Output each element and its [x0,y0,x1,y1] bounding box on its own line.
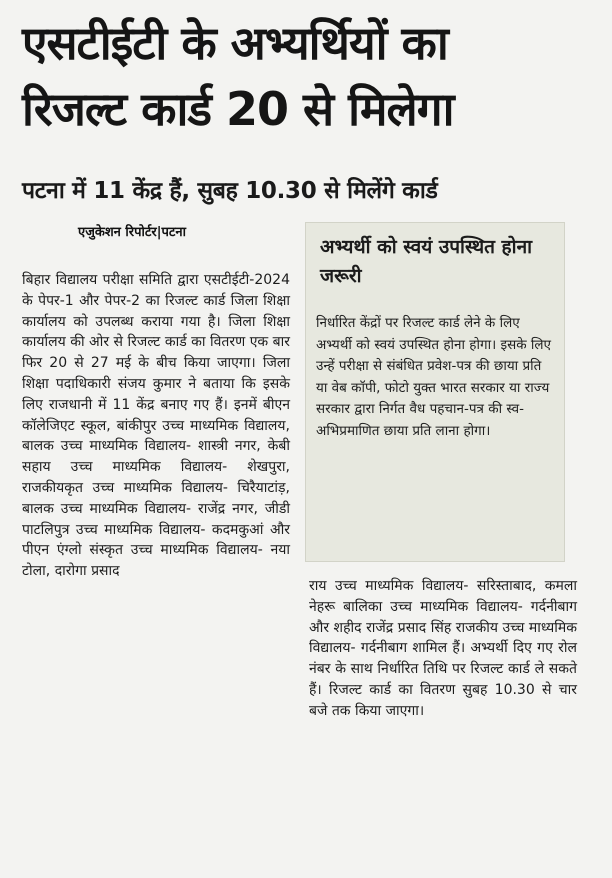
headline-line-2: रिजल्ट कार्ड 20 से मिलेगा [22,82,454,136]
article-column-2: राय उच्च माध्यमिक विद्यालय- सरिस्ताबाद, कमला नेहरू बालिका उच्च माध्यमिक विद्यालय- गर्दनीबाग और शहीद राजेंद्र प्रसाद सिंह राजकीय उच्च माध्यमिक विद्यालय- गर्दनीबाग शामिल हैं। अभ्यर्थी दिए गए रोल नंबर के साथ निर्धारित तिथि पर रिजल्ट कार्ड ले सकते हैं। रिजल्ट कार्ड का वितरण सुबह 10.30 से चार बजे तक किया जाएगा। [309,578,577,719]
article-column-1: बिहार विद्यालय परीक्षा समिति द्वारा एसटीईटी-2024 के पेपर-1 और पेपर-2 का रिजल्ट कार्ड जिला शिक्षा कार्यालय को उपलब्ध कराया गया है। जिला शिक्षा कार्यालय की ओर से रिजल्ट कार्ड का वितरण एक बार फिर 20 से 27 मई के बीच किया जाएगा। जिला शिक्षा पदाधिकारी संजय कुमार ने बताया कि इसके लिए राजधानी में 11 केंद्र बनाए गए हैं। इनमें बीएन कॉलेजिएट स्कूल, बांकीपुर उच्च माध्यमिक विद्यालय, बालक उच्च माध्यमिक विद्यालय- शास्त्री नगर, केबी सहाय उच्च माध्यमिक विद्यालय- शेखपुरा, राजकीयकृत उच्च माध्यमिक विद्यालय- चिरैयाटांड़, बालक उच्च माध्यमिक विद्यालय- राजेंद्र नगर, जीडी पाटलिपुत्र उच्च माध्यमिक विद्यालय- कदमकुआं और पीएन एंग्लो संस्कृत उच्च माध्यमिक विद्यालय- नया टोला, दारोगा प्रसाद [22,272,290,580]
byline: एजुकेशन रिपोर्टर|पटना [78,225,186,240]
subheadline: पटना में 11 केंद्र हैं, सुबह 10.30 से मिलेंगे कार्ड [22,178,438,204]
sidebar-box [305,222,565,562]
sidebar-title: अभ्यर्थी को स्वयं उपस्थित होना जरूरी [320,236,533,287]
headline [22,10,602,142]
headline-line-1: एसटीईटी के अभ्यर्थियों का [22,16,448,70]
sidebar-body: निर्धारित केंद्रों पर रिजल्ट कार्ड लेने के लिए अभ्यर्थी को स्वयं उपस्थित होना होगा। इसके लिए उन्हें परीक्षा से संबंधित प्रवेश-पत्र की छाया प्रति या वेब कॉपी, फोटो युक्त भारत सरकार या राज्य सरकार द्वारा निर्गत वैध पहचान-पत्र की स्व-अभिप्रमाणित छाया प्रति लाना होगा। [316,315,552,439]
